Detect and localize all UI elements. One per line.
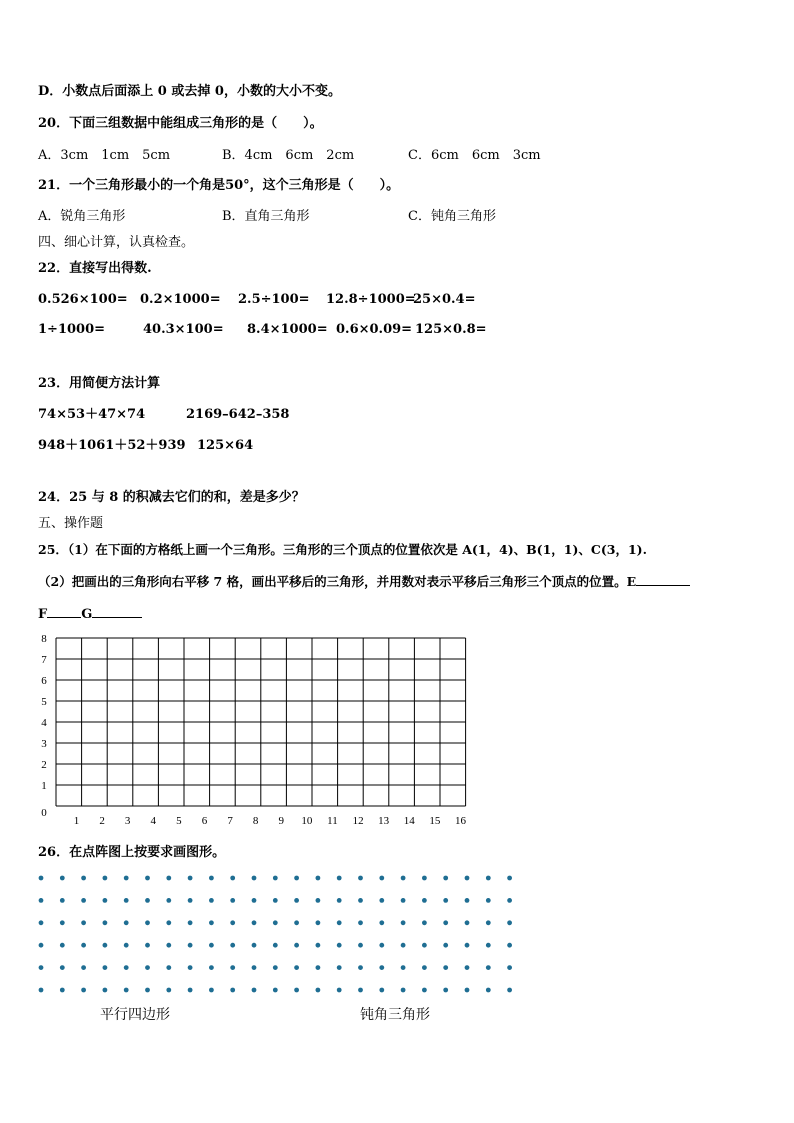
grid-dot bbox=[39, 920, 44, 925]
grid-dot bbox=[443, 943, 448, 948]
grid-dot bbox=[145, 943, 150, 948]
grid-dot bbox=[230, 920, 235, 925]
grid-dot bbox=[209, 898, 214, 903]
grid-dot bbox=[316, 965, 321, 970]
grid-dot bbox=[379, 965, 384, 970]
q22-item: 2.5÷100= bbox=[238, 292, 310, 307]
q19-option-d: D．小数点后面添上 0 或去掉 0，小数的大小不变。 bbox=[38, 84, 341, 99]
grid-dot bbox=[401, 898, 406, 903]
grid-dot bbox=[507, 988, 512, 993]
grid-dot bbox=[401, 988, 406, 993]
q21-option-a: A．锐角三角形 bbox=[38, 209, 126, 224]
grid-dot bbox=[252, 876, 257, 881]
grid-x-tick-label: 15 bbox=[429, 815, 441, 827]
grid-dot bbox=[81, 876, 86, 881]
q21-stem: 21．一个三角形最小的一个角是50°，这个三角形是（ ）。 bbox=[38, 178, 400, 193]
grid-x-tick-label: 8 bbox=[252, 815, 259, 827]
grid-dot bbox=[358, 943, 363, 948]
grid-y-tick-label: 2 bbox=[41, 759, 47, 771]
q25-part1: 25．（1）在下面的方格纸上画一个三角形。三角形的三个顶点的位置依次是 A(1，4)、B(1，1)、C(3，1). bbox=[38, 542, 647, 557]
grid-dot bbox=[465, 876, 470, 881]
q21-option-b: B．直角三角形 bbox=[222, 209, 310, 224]
grid-dot bbox=[273, 898, 278, 903]
grid-dot bbox=[358, 988, 363, 993]
grid-y-tick-label: 1 bbox=[41, 780, 47, 792]
grid-dot bbox=[188, 876, 193, 881]
grid-dot bbox=[39, 876, 44, 881]
grid-dot bbox=[39, 988, 44, 993]
grid-dot bbox=[422, 943, 427, 948]
dot-grid-label-obtuse-triangle: 钝角三角形 bbox=[360, 1007, 430, 1023]
grid-x-tick-label: 10 bbox=[301, 815, 313, 827]
grid-dot bbox=[60, 965, 65, 970]
grid-x-tick-label: 5 bbox=[176, 815, 182, 827]
answer-blank-e[interactable] bbox=[636, 573, 690, 586]
q20-option-b: B．4cm 6cm 2cm bbox=[222, 148, 355, 163]
dot-grid-label-parallelogram: 平行四边形 bbox=[100, 1007, 170, 1023]
section4-title: 四、细心计算，认真检查。 bbox=[38, 235, 195, 250]
grid-x-tick-label: 13 bbox=[378, 815, 390, 827]
grid-x-tick-label: 1 bbox=[73, 815, 80, 827]
grid-dot bbox=[188, 965, 193, 970]
grid-dot bbox=[443, 876, 448, 881]
grid-dot bbox=[60, 988, 65, 993]
grid-dot bbox=[294, 898, 299, 903]
q20-option-c: C．6cm 6cm 3cm bbox=[408, 148, 541, 163]
grid-dot bbox=[39, 943, 44, 948]
grid-dot bbox=[379, 876, 384, 881]
grid-dot bbox=[465, 920, 470, 925]
q22-item: 0.6×0.09= bbox=[336, 322, 413, 337]
grid-dot bbox=[379, 988, 384, 993]
grid-dot bbox=[316, 876, 321, 881]
grid-dot bbox=[294, 965, 299, 970]
grid-dot bbox=[252, 943, 257, 948]
grid-dot bbox=[81, 920, 86, 925]
grid-dot bbox=[486, 920, 491, 925]
grid-dot bbox=[252, 965, 257, 970]
grid-dot bbox=[124, 898, 129, 903]
grid-x-tick-label: 12 bbox=[352, 815, 364, 827]
grid-dot bbox=[379, 898, 384, 903]
grid-dot bbox=[294, 876, 299, 881]
grid-dot bbox=[145, 876, 150, 881]
q25-part2: （2）把画出的三角形向右平移 7 格，画出平移后的三角形，并用数对表示平移后三角形三个顶点的位置。E bbox=[38, 573, 690, 590]
grid-dot bbox=[422, 876, 427, 881]
grid-dot bbox=[422, 965, 427, 970]
grid-dot bbox=[252, 898, 257, 903]
q22-item: 0.2×1000= bbox=[140, 292, 221, 307]
grid-origin-label: 0 bbox=[41, 807, 47, 819]
grid-dot bbox=[294, 943, 299, 948]
grid-dot bbox=[358, 898, 363, 903]
grid-dot bbox=[507, 920, 512, 925]
grid-dot bbox=[209, 920, 214, 925]
grid-x-tick-label: 14 bbox=[403, 815, 415, 827]
grid-dot bbox=[103, 943, 108, 948]
q22-item: 1÷1000= bbox=[38, 322, 106, 337]
grid-x-tick-label: 4 bbox=[150, 815, 157, 827]
grid-dot bbox=[401, 965, 406, 970]
grid-dot bbox=[166, 965, 171, 970]
grid-y-tick-label: 4 bbox=[41, 717, 47, 729]
grid-dot bbox=[486, 898, 491, 903]
q24-stem: 24．25 与 8 的积减去它们的和，差是多少？ bbox=[38, 490, 305, 505]
grid-dot bbox=[443, 920, 448, 925]
grid-x-tick-label: 6 bbox=[201, 815, 208, 827]
q22-item: 8.4×1000= bbox=[247, 322, 328, 337]
grid-y-tick-label: 7 bbox=[41, 654, 47, 666]
grid-x-tick-label: 2 bbox=[99, 815, 105, 827]
q26-stem: 26．在点阵图上按要求画图形。 bbox=[38, 845, 226, 860]
grid-dot bbox=[358, 965, 363, 970]
q23-item: 948＋1061＋52＋939 bbox=[38, 438, 186, 453]
grid-dot bbox=[103, 920, 108, 925]
q23-item: 125×64 bbox=[197, 438, 254, 453]
grid-y-tick-label: 6 bbox=[41, 675, 47, 687]
grid-dot bbox=[273, 876, 278, 881]
grid-dot bbox=[507, 943, 512, 948]
grid-dot bbox=[401, 876, 406, 881]
grid-dot bbox=[337, 988, 342, 993]
grid-dot bbox=[145, 920, 150, 925]
section5-title: 五、操作题 bbox=[38, 516, 104, 531]
grid-dot bbox=[486, 965, 491, 970]
grid-dot bbox=[124, 876, 129, 881]
grid-dot bbox=[316, 988, 321, 993]
grid-dot bbox=[166, 988, 171, 993]
grid-dot bbox=[443, 965, 448, 970]
grid-dot bbox=[103, 876, 108, 881]
grid-dot bbox=[209, 876, 214, 881]
grid-dot bbox=[124, 965, 129, 970]
grid-dot bbox=[188, 988, 193, 993]
grid-x-tick-label: 9 bbox=[278, 815, 285, 827]
grid-dot bbox=[39, 965, 44, 970]
grid-dot bbox=[230, 988, 235, 993]
grid-dot bbox=[60, 920, 65, 925]
grid-dot bbox=[124, 920, 129, 925]
dot-grid[interactable] bbox=[36, 872, 516, 996]
q25-answer-line: F G bbox=[38, 605, 142, 623]
grid-dot bbox=[81, 988, 86, 993]
grid-dot bbox=[273, 920, 278, 925]
grid-x-tick-label: 3 bbox=[124, 815, 131, 827]
grid-dot bbox=[422, 988, 427, 993]
grid-dot bbox=[188, 943, 193, 948]
q21-option-c: C．钝角三角形 bbox=[408, 209, 496, 224]
grid-dot bbox=[486, 988, 491, 993]
grid-dot bbox=[60, 876, 65, 881]
grid-x-tick-label: 16 bbox=[454, 815, 466, 827]
grid-y-tick-label: 3 bbox=[41, 738, 47, 750]
grid-dot bbox=[60, 898, 65, 903]
grid-dot bbox=[273, 965, 278, 970]
grid-dot bbox=[209, 988, 214, 993]
grid-dot bbox=[124, 988, 129, 993]
coordinate-grid[interactable] bbox=[34, 630, 474, 830]
grid-dot bbox=[103, 898, 108, 903]
grid-dot bbox=[145, 988, 150, 993]
grid-dot bbox=[103, 988, 108, 993]
grid-dot bbox=[337, 920, 342, 925]
grid-dot bbox=[422, 898, 427, 903]
grid-dot bbox=[465, 943, 470, 948]
q23-item: 74×53＋47×74 bbox=[38, 407, 146, 422]
grid-x-tick-label: 11 bbox=[327, 815, 338, 827]
grid-dot bbox=[273, 943, 278, 948]
grid-dot bbox=[507, 965, 512, 970]
answer-blank-f[interactable] bbox=[47, 605, 81, 618]
grid-dot bbox=[465, 965, 470, 970]
q22-item: 12.8÷1000= bbox=[326, 292, 416, 307]
grid-dot bbox=[422, 920, 427, 925]
grid-dot bbox=[358, 876, 363, 881]
grid-dot bbox=[39, 898, 44, 903]
q23-stem: 23．用简便方法计算 bbox=[38, 376, 161, 391]
grid-dot bbox=[337, 965, 342, 970]
grid-dot bbox=[166, 876, 171, 881]
grid-dot bbox=[230, 898, 235, 903]
grid-dot bbox=[337, 876, 342, 881]
grid-dot bbox=[337, 943, 342, 948]
grid-dot bbox=[145, 898, 150, 903]
grid-dot bbox=[316, 898, 321, 903]
grid-dot bbox=[465, 988, 470, 993]
grid-dot bbox=[81, 943, 86, 948]
grid-dot bbox=[358, 920, 363, 925]
grid-dot bbox=[166, 898, 171, 903]
q22-item: 40.3×100= bbox=[143, 322, 224, 337]
grid-dot bbox=[252, 920, 257, 925]
grid-dot bbox=[252, 988, 257, 993]
grid-dot bbox=[486, 876, 491, 881]
grid-dot bbox=[166, 920, 171, 925]
grid-dot bbox=[507, 876, 512, 881]
grid-y-tick-label: 5 bbox=[41, 696, 47, 708]
grid-dot bbox=[401, 920, 406, 925]
q22-item: 125×0.8= bbox=[415, 322, 487, 337]
grid-dot bbox=[230, 965, 235, 970]
grid-dot bbox=[443, 988, 448, 993]
grid-dot bbox=[145, 965, 150, 970]
grid-dot bbox=[209, 943, 214, 948]
grid-dot bbox=[166, 943, 171, 948]
grid-dot bbox=[230, 876, 235, 881]
q22-item: 0.526×100= bbox=[38, 292, 128, 307]
grid-dot bbox=[81, 898, 86, 903]
grid-dot bbox=[273, 988, 278, 993]
grid-dot bbox=[209, 965, 214, 970]
grid-dot bbox=[337, 898, 342, 903]
grid-dot bbox=[103, 965, 108, 970]
grid-dot bbox=[379, 920, 384, 925]
grid-dot bbox=[230, 943, 235, 948]
q20-option-a: A．3cm 1cm 5cm bbox=[38, 148, 171, 163]
q22-stem: 22．直接写出得数. bbox=[38, 261, 152, 276]
grid-dot bbox=[379, 943, 384, 948]
grid-dot bbox=[507, 898, 512, 903]
grid-dot bbox=[443, 898, 448, 903]
grid-dot bbox=[188, 898, 193, 903]
grid-dot bbox=[81, 965, 86, 970]
grid-dot bbox=[486, 943, 491, 948]
grid-y-tick-label: 8 bbox=[41, 633, 47, 645]
grid-dot bbox=[188, 920, 193, 925]
grid-dot bbox=[465, 898, 470, 903]
grid-dot bbox=[294, 988, 299, 993]
grid-dot bbox=[60, 943, 65, 948]
grid-x-tick-label: 7 bbox=[227, 815, 233, 827]
grid-dot bbox=[294, 920, 299, 925]
q20-stem: 20．下面三组数据中能组成三角形的是（ ）。 bbox=[38, 116, 323, 131]
grid-dot bbox=[401, 943, 406, 948]
q22-item: 25×0.4= bbox=[413, 292, 476, 307]
grid-dot bbox=[124, 943, 129, 948]
grid-dot bbox=[316, 920, 321, 925]
grid-dot bbox=[316, 943, 321, 948]
answer-blank-g[interactable] bbox=[92, 605, 142, 618]
q23-item: 2169–642–358 bbox=[186, 407, 290, 422]
